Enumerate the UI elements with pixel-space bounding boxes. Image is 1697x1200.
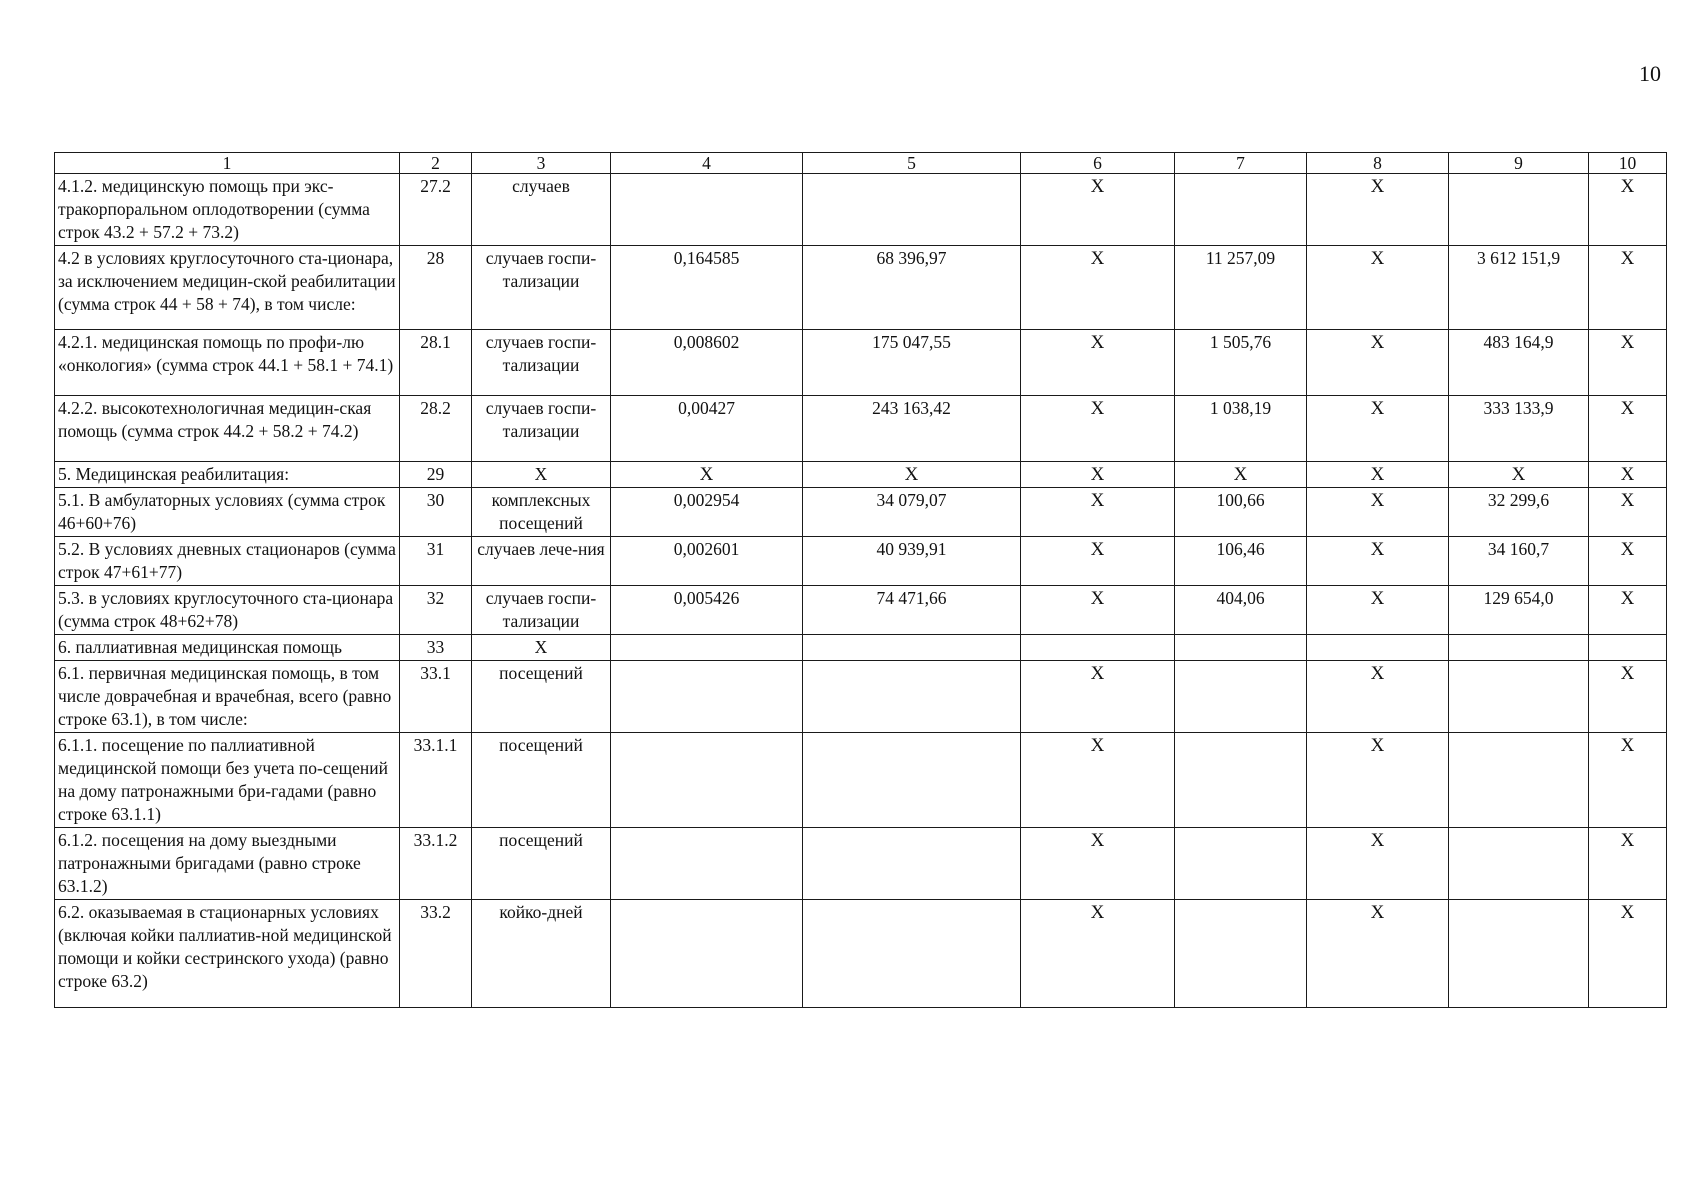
value-cell: X <box>1307 174 1449 246</box>
value-cell: X <box>1307 330 1449 396</box>
value-cell: 0,002601 <box>611 537 803 586</box>
value-cell: X <box>1589 733 1667 828</box>
table-row <box>55 396 1667 462</box>
unit-cell: посещений <box>472 733 611 828</box>
value-cell: 0,002954 <box>611 488 803 537</box>
row-code-cell: 31 <box>400 537 472 586</box>
value-cell <box>803 174 1021 246</box>
value-cell: X <box>611 462 803 488</box>
value-cell: X <box>1307 733 1449 828</box>
data-table <box>54 152 1667 1008</box>
value-cell: X <box>1021 661 1175 733</box>
table-row <box>55 900 1667 1008</box>
row-label-cell: 6.1.2. посещения на дому выездными патронажными бригадами (равно строке 63.1.2) <box>55 828 400 900</box>
value-cell <box>611 828 803 900</box>
value-cell: X <box>1307 828 1449 900</box>
unit-cell: X <box>472 462 611 488</box>
unit-cell: случаев госпи-тализации <box>472 246 611 330</box>
value-cell: 175 047,55 <box>803 330 1021 396</box>
value-cell: 0,00427 <box>611 396 803 462</box>
value-cell <box>1175 828 1307 900</box>
value-cell: 404,06 <box>1175 586 1307 635</box>
row-code-cell: 33 <box>400 635 472 661</box>
header-row <box>55 153 1667 174</box>
value-cell: 11 257,09 <box>1175 246 1307 330</box>
unit-cell: X <box>472 635 611 661</box>
value-cell: 3 612 151,9 <box>1449 246 1589 330</box>
column-header: 2 <box>400 153 472 174</box>
value-cell: 1 505,76 <box>1175 330 1307 396</box>
column-header: 10 <box>1589 153 1667 174</box>
row-code-cell: 33.1.2 <box>400 828 472 900</box>
row-label-cell: 5. Медицинская реабилитация: <box>55 462 400 488</box>
value-cell: X <box>803 462 1021 488</box>
table-row <box>55 537 1667 586</box>
value-cell: X <box>1589 488 1667 537</box>
value-cell: 243 163,42 <box>803 396 1021 462</box>
table-row <box>55 586 1667 635</box>
unit-cell: посещений <box>472 661 611 733</box>
column-header: 5 <box>803 153 1021 174</box>
row-code-cell: 28.2 <box>400 396 472 462</box>
unit-cell: случаев госпи-тализации <box>472 396 611 462</box>
value-cell <box>1449 174 1589 246</box>
table-row <box>55 661 1667 733</box>
value-cell: X <box>1175 462 1307 488</box>
row-code-cell: 30 <box>400 488 472 537</box>
page-number: 10 <box>1639 61 1661 86</box>
table-row <box>55 330 1667 396</box>
value-cell: X <box>1021 396 1175 462</box>
value-cell <box>1307 635 1449 661</box>
row-code-cell: 32 <box>400 586 472 635</box>
column-header: 7 <box>1175 153 1307 174</box>
value-cell: X <box>1307 246 1449 330</box>
unit-cell: случаев <box>472 174 611 246</box>
value-cell <box>1175 661 1307 733</box>
value-cell: X <box>1021 828 1175 900</box>
value-cell <box>611 733 803 828</box>
row-code-cell: 27.2 <box>400 174 472 246</box>
value-cell: 34 079,07 <box>803 488 1021 537</box>
table-body <box>55 153 1667 1008</box>
value-cell: X <box>1307 462 1449 488</box>
value-cell: X <box>1589 661 1667 733</box>
row-label-cell: 6.2. оказываемая в стационарных условиях (включая койки паллиатив-ной медицинской помощи и койки сестринского ухода) (равно строке 63.2) <box>55 900 400 1008</box>
value-cell: 100,66 <box>1175 488 1307 537</box>
value-cell: X <box>1021 462 1175 488</box>
value-cell: X <box>1449 462 1589 488</box>
value-cell <box>1175 174 1307 246</box>
table-row <box>55 635 1667 661</box>
value-cell: X <box>1021 900 1175 1008</box>
row-code-cell: 33.2 <box>400 900 472 1008</box>
row-label-cell: 6.1. первичная медицинская помощь, в том числе доврачебная и врачебная, всего (равно строке 63.1), в том числе: <box>55 661 400 733</box>
value-cell <box>1589 635 1667 661</box>
value-cell: 333 133,9 <box>1449 396 1589 462</box>
value-cell: X <box>1021 488 1175 537</box>
value-cell: X <box>1021 537 1175 586</box>
value-cell: X <box>1589 900 1667 1008</box>
value-cell: 0,005426 <box>611 586 803 635</box>
column-header: 4 <box>611 153 803 174</box>
row-label-cell: 5.1. В амбулаторных условиях (сумма строк 46+60+76) <box>55 488 400 537</box>
value-cell: X <box>1307 586 1449 635</box>
table-row <box>55 462 1667 488</box>
value-cell: X <box>1021 246 1175 330</box>
value-cell <box>1449 733 1589 828</box>
column-header: 8 <box>1307 153 1449 174</box>
value-cell: X <box>1021 330 1175 396</box>
value-cell: 0,008602 <box>611 330 803 396</box>
value-cell <box>1449 900 1589 1008</box>
value-cell <box>1449 661 1589 733</box>
table-row <box>55 828 1667 900</box>
unit-cell: случаев госпи-тализации <box>472 330 611 396</box>
value-cell <box>611 174 803 246</box>
value-cell <box>611 661 803 733</box>
value-cell <box>611 900 803 1008</box>
table-row <box>55 488 1667 537</box>
row-label-cell: 5.2. В условиях дневных стационаров (сумма строк 47+61+77) <box>55 537 400 586</box>
value-cell <box>611 635 803 661</box>
unit-cell: посещений <box>472 828 611 900</box>
value-cell: 40 939,91 <box>803 537 1021 586</box>
value-cell: 1 038,19 <box>1175 396 1307 462</box>
value-cell <box>1449 828 1589 900</box>
value-cell: 483 164,9 <box>1449 330 1589 396</box>
value-cell: X <box>1021 586 1175 635</box>
value-cell: X <box>1589 537 1667 586</box>
value-cell <box>1175 635 1307 661</box>
value-cell: 74 471,66 <box>803 586 1021 635</box>
value-cell: X <box>1307 396 1449 462</box>
value-cell: X <box>1589 174 1667 246</box>
row-label-cell: 4.2.1. медицинская помощь по профи-лю «онкология» (сумма строк 44.1 + 58.1 + 74.1) <box>55 330 400 396</box>
column-header: 6 <box>1021 153 1175 174</box>
value-cell: X <box>1307 661 1449 733</box>
row-label-cell: 4.2.2. высокотехнологичная медицин-ская помощь (сумма строк 44.2 + 58.2 + 74.2) <box>55 396 400 462</box>
row-label-cell: 6.1.1. посещение по паллиативной медицинской помощи без учета по-сещений на дому патронажными бри-гадами (равно строке 63.1.1) <box>55 733 400 828</box>
value-cell: X <box>1589 330 1667 396</box>
value-cell: X <box>1589 246 1667 330</box>
value-cell <box>803 661 1021 733</box>
table-row <box>55 174 1667 246</box>
row-label-cell: 5.3. в условиях круглосуточного ста-ционара (сумма строк 48+62+78) <box>55 586 400 635</box>
value-cell <box>803 733 1021 828</box>
value-cell: 34 160,7 <box>1449 537 1589 586</box>
row-code-cell: 29 <box>400 462 472 488</box>
table-row <box>55 246 1667 330</box>
value-cell: 129 654,0 <box>1449 586 1589 635</box>
column-header: 1 <box>55 153 400 174</box>
value-cell <box>1175 733 1307 828</box>
row-code-cell: 33.1.1 <box>400 733 472 828</box>
value-cell: 68 396,97 <box>803 246 1021 330</box>
value-cell: X <box>1021 174 1175 246</box>
unit-cell: случаев лече-ния <box>472 537 611 586</box>
value-cell: X <box>1589 828 1667 900</box>
value-cell: X <box>1589 586 1667 635</box>
value-cell: 106,46 <box>1175 537 1307 586</box>
value-cell: 0,164585 <box>611 246 803 330</box>
table-row <box>55 733 1667 828</box>
value-cell: X <box>1307 900 1449 1008</box>
value-cell <box>1175 900 1307 1008</box>
value-cell <box>803 828 1021 900</box>
row-code-cell: 33.1 <box>400 661 472 733</box>
row-label-cell: 4.1.2. медицинскую помощь при экс-тракорпоральном оплодотворении (сумма строк 43.2 + 57.2 + 73.2) <box>55 174 400 246</box>
row-code-cell: 28 <box>400 246 472 330</box>
value-cell: X <box>1589 462 1667 488</box>
value-cell <box>803 900 1021 1008</box>
value-cell <box>1021 635 1175 661</box>
value-cell: X <box>1307 488 1449 537</box>
value-cell <box>1449 635 1589 661</box>
unit-cell: комплексных посещений <box>472 488 611 537</box>
row-label-cell: 4.2 в условиях круглосуточного ста-ционара, за исключением медицин-ской реабилитации (сумма строк 44 + 58 + 74), в том числе: <box>55 246 400 330</box>
value-cell: X <box>1021 733 1175 828</box>
unit-cell: койко-дней <box>472 900 611 1008</box>
unit-cell: случаев госпи-тализации <box>472 586 611 635</box>
column-header: 3 <box>472 153 611 174</box>
row-label-cell: 6. паллиативная медицинская помощь <box>55 635 400 661</box>
value-cell: X <box>1307 537 1449 586</box>
row-code-cell: 28.1 <box>400 330 472 396</box>
value-cell <box>803 635 1021 661</box>
value-cell: X <box>1589 396 1667 462</box>
column-header: 9 <box>1449 153 1589 174</box>
value-cell: 32 299,6 <box>1449 488 1589 537</box>
